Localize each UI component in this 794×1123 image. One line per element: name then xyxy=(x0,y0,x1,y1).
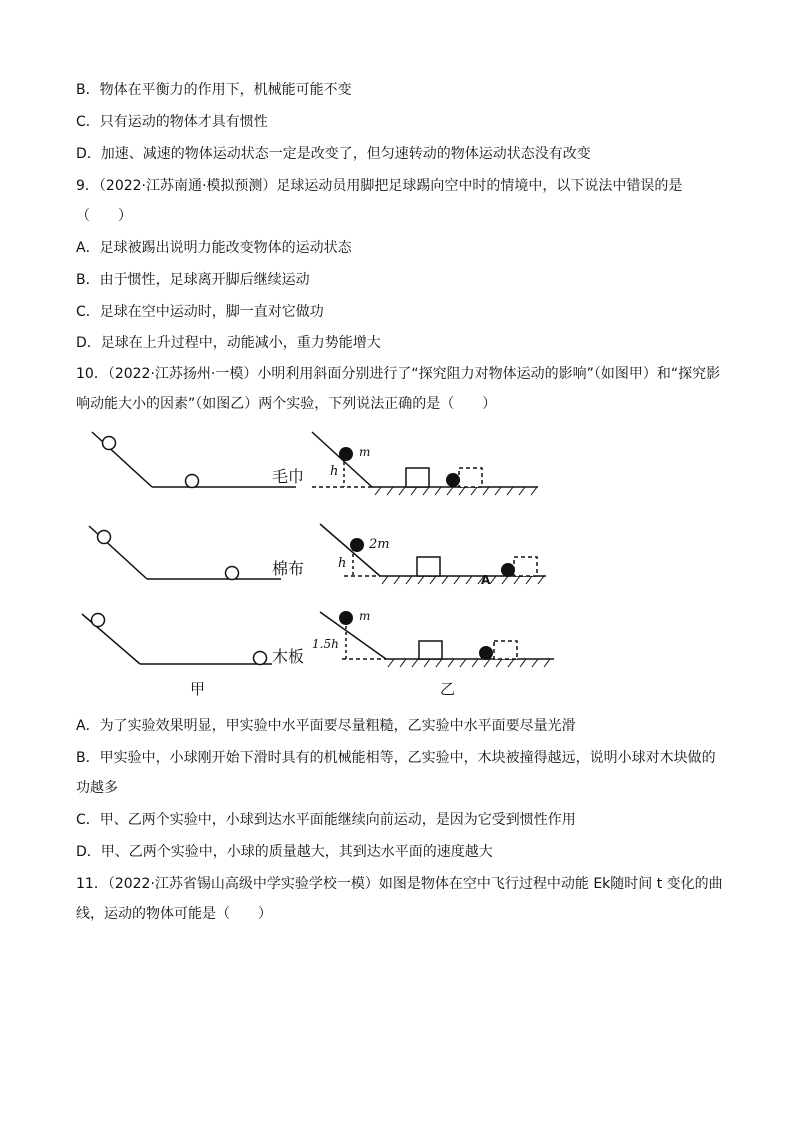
q11-stem-line2: 线，运动的物体可能是（ ） xyxy=(76,906,272,922)
q10-experiment-figure xyxy=(76,400,596,700)
jia-row-cotton xyxy=(89,526,281,580)
ball-stop xyxy=(186,475,199,488)
q9-stem: 9．（2022·江苏南通·模拟预测）足球运动员用脚把足球踢向空中时的情境中，以下说法中错误的是 xyxy=(76,178,683,194)
ball-start xyxy=(103,437,116,450)
mass-label: 2m xyxy=(369,537,390,552)
jia-row-towel xyxy=(92,432,296,488)
ball-start xyxy=(339,447,353,461)
height-label: 1.5h xyxy=(312,637,339,651)
surface-label-cotton: 棉布 xyxy=(272,559,305,578)
q10-option-d: D．甲、乙两个实验中，小球的质量越大，其到达水平面的速度越大 xyxy=(76,844,493,860)
q10-stem-line2: 响动能大小的因素”（如图乙）两个实验，下列说法正确的是（ ） xyxy=(76,396,497,412)
height-label: h xyxy=(338,556,347,571)
q9-option-c: C．足球在空中运动时，脚一直对它做功 xyxy=(76,304,324,320)
q9-answer-blank: （ ） xyxy=(76,208,132,224)
yi-row-3 xyxy=(320,612,554,667)
yi-row-1 xyxy=(312,432,538,495)
q9-option-a: A．足球被踢出说明力能改变物体的运动状态 xyxy=(76,240,352,256)
q10-option-b-line2: 功越多 xyxy=(76,780,118,796)
height-label: h xyxy=(330,464,339,479)
q10-option-c: C．甲、乙两个实验中，小球到达水平面能继续向前运动，是因为它受到惯性作用 xyxy=(76,812,576,828)
jia-row-board xyxy=(82,614,272,665)
point-label: A xyxy=(481,573,491,587)
figure-label-yi: 乙 xyxy=(440,680,456,698)
q10-option-a: A．为了实验效果明显，甲实验中水平面要尽量粗糙，乙实验中水平面要尽量光滑 xyxy=(76,718,576,734)
q9-option-b: B．由于惯性，足球离开脚后继续运动 xyxy=(76,272,310,288)
q10-option-b-line1: B．甲实验中，小球刚开始下滑时具有的机械能相等，乙实验中，木块被撞得越远，说明小球对木块做的 xyxy=(76,750,716,766)
surface-label-board: 木板 xyxy=(272,647,305,666)
q9-option-d: D．足球在上升过程中，动能减小，重力势能增大 xyxy=(76,335,381,351)
q8-option-d: D．加速、减速的物体运动状态一定是改变了，但匀速转动的物体运动状态没有改变 xyxy=(76,146,591,162)
figure-label-jia: 甲 xyxy=(190,680,206,698)
q8-option-b: B．物体在平衡力的作用下，机械能可能不变 xyxy=(76,82,352,98)
mass-label: m xyxy=(359,609,371,623)
ball-stop xyxy=(446,473,460,487)
q11-stem-line1: 11．（2022·江苏省锡山高级中学实验学校一模）如图是物体在空中飞行过程中动能 Ek随时间 t 变化的曲 xyxy=(76,876,723,892)
mass-label: m xyxy=(359,445,371,459)
surface-label-towel: 毛巾 xyxy=(272,467,305,486)
q10-stem-line1: 10．（2022·江苏扬州·一模）小明利用斜面分别进行了“探究阻力对物体运动的影响”（如图甲）和“探究影 xyxy=(76,366,721,382)
q8-option-c: C．只有运动的物体才具有惯性 xyxy=(76,114,268,130)
